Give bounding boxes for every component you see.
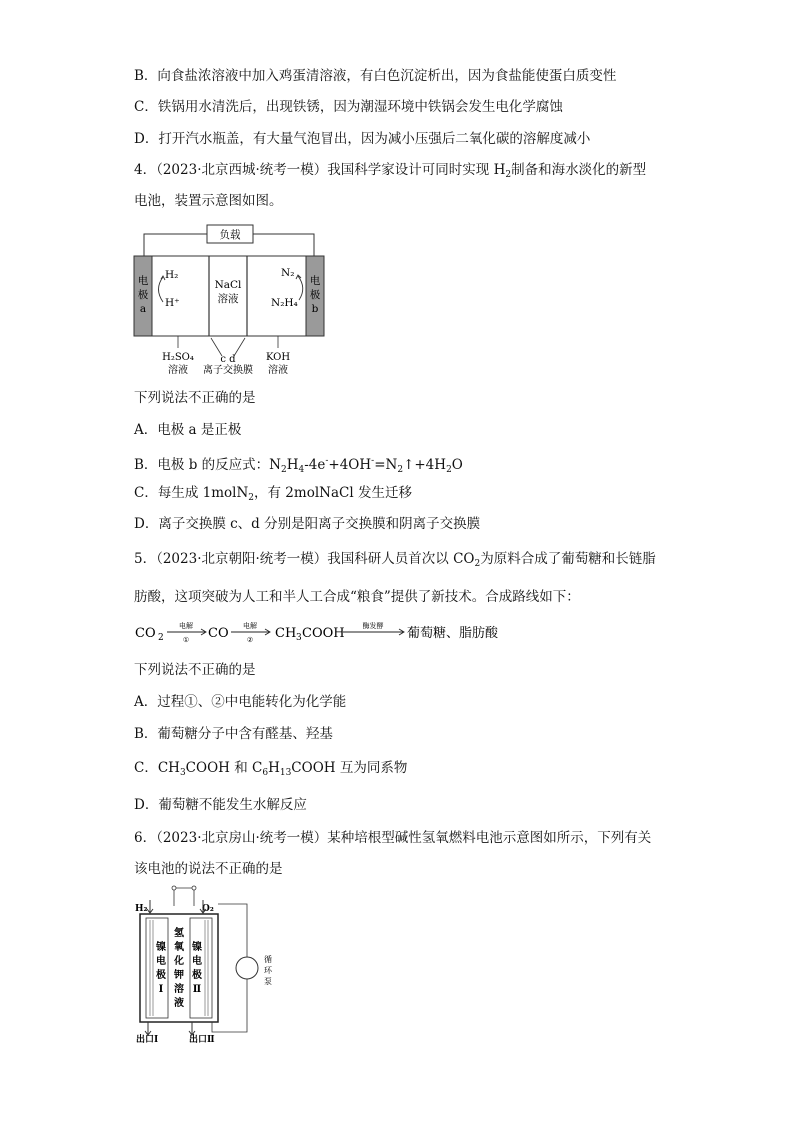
left-electrode-label: Ⅰ — [158, 984, 164, 995]
q5-stem-text: 5．（2023·北京朝阳·统考一模）我国科研人员首次以 CO — [134, 551, 475, 567]
right-electrode-label: 极 — [192, 970, 202, 981]
left-electrode-label: 极 — [156, 970, 166, 981]
electrolyte-label: 液 — [174, 998, 184, 1009]
h2so4-label: 溶液 — [168, 365, 188, 376]
q4-stem-line2: 电池，装置示意图如图。 — [134, 193, 283, 209]
n2-label: N₂ — [281, 267, 295, 279]
left-electrode-label: 电 — [156, 956, 166, 967]
route-ch3cooh: CH — [275, 626, 297, 641]
electrolyte-label: 化 — [174, 956, 184, 967]
q5-c-text: COOH 和 C — [185, 760, 263, 776]
sub: 2 — [446, 465, 452, 475]
load-label: 负载 — [219, 229, 241, 241]
electrolyte-label: 氢 — [174, 928, 184, 939]
koh-label: KOH — [265, 352, 291, 363]
sup: - — [325, 456, 329, 466]
q5-option-d: D．葡萄糖不能发生水解反应 — [134, 797, 307, 813]
sub: 13 — [279, 768, 292, 778]
q4-b-text: -4e — [304, 457, 326, 473]
q4-option-b — [134, 452, 463, 479]
q4-option-d: D．离子交换膜 c、d 分别是阳离子交换膜和阴离子交换膜 — [134, 516, 481, 532]
route-co2: CO — [135, 626, 156, 641]
h2so4-label: H₂SO₄ — [162, 352, 194, 363]
q5-option-a: A．过程①、②中电能转化为化学能 — [134, 694, 347, 710]
arrow3-label: 酶发酵 — [362, 622, 384, 630]
sub: 6 — [262, 768, 269, 778]
o2-inlet-label: O₂ — [202, 904, 214, 914]
q4-option-a: A．电极 a 是正极 — [134, 422, 242, 438]
sub: 2 — [280, 465, 287, 475]
q5-option-c — [134, 759, 407, 782]
q5-c-text: H — [268, 760, 280, 776]
route-products: 葡萄糖、脂肪酸 — [407, 626, 499, 641]
electrode-a-label: 极 — [137, 289, 149, 301]
right-electrode-label: 镍 — [192, 942, 202, 953]
q4-prompt: 下列说法不正确的是 — [134, 390, 256, 406]
outlet2-label: 出口Ⅱ — [189, 1035, 215, 1044]
q6-stem-line2: 该电池的说法不正确的是 — [134, 861, 283, 877]
q5-stem-line2: 肪酸，这项突破为人工和半人工合成“粮食”提供了新技术。合成路线如下： — [134, 589, 580, 605]
electrolyte-label: 氧 — [174, 942, 184, 953]
pump-label-3: 泵 — [264, 977, 272, 986]
q4-stem-sub: 2 — [505, 170, 512, 180]
n2h4-label: N₂H₄ — [271, 297, 298, 309]
electrode-b-label: 极 — [309, 289, 321, 301]
electrolyte-label: 钾 — [174, 970, 184, 981]
route-co: CO — [208, 626, 229, 641]
arrow2-label: 电解 — [243, 622, 257, 630]
nacl-label: NaCl — [214, 279, 242, 291]
outlet1-label: 出口Ⅰ — [136, 1035, 159, 1044]
q3-option-b: B．向食盐浓溶液中加入鸡蛋清溶液，有白色沉淀析出，因为食盐能使蛋白质变性 — [134, 68, 617, 84]
membrane-label: 离子交换膜 — [203, 365, 253, 376]
sub: 2 — [248, 493, 255, 503]
q5-c-text: C．CH — [134, 760, 180, 776]
sup: - — [371, 456, 375, 466]
q4-c-text: C．每生成 1molN — [134, 485, 249, 501]
sub: 2 — [158, 633, 164, 643]
left-electrode-label: 镍 — [156, 942, 166, 953]
q4-option-c — [134, 484, 412, 507]
q6-fuel-cell-diagram — [134, 884, 284, 1044]
h2-inlet-label: H₂ — [135, 904, 148, 914]
route-ch3cooh: COOH — [302, 626, 345, 641]
electrode-b-label: b — [311, 303, 319, 315]
q4-b-text: ↑+4H — [403, 457, 447, 473]
q5-c-text: COOH 互为同系物 — [291, 760, 408, 776]
q5-synthesis-route — [133, 618, 533, 646]
q5-prompt: 下列说法不正确的是 — [134, 662, 256, 678]
electrode-b-label: 电 — [309, 275, 321, 287]
hplus-label: H⁺ — [165, 297, 180, 309]
sub: 2 — [474, 559, 481, 569]
q4-b-text: B．电极 b 的反应式：N — [134, 457, 281, 473]
sub: 4 — [298, 465, 305, 475]
electrolyte-label: 溶 — [174, 984, 184, 995]
electrode-a-label: a — [139, 303, 147, 315]
q4-b-text: =N — [374, 457, 398, 473]
nacl-label: 溶液 — [217, 293, 239, 305]
q6-stem-line1: 6．（2023·北京房山·统考一模）某种培根型碱性氢氧燃料电池示意图如所示，下列有关 — [134, 830, 652, 846]
q3-option-d: D．打开汽水瓶盖，有大量气泡冒出，因为减小压强后二氧化碳的溶解度减小 — [134, 131, 591, 147]
arrow1-label: 电解 — [179, 622, 193, 630]
q4-stem-text: 4．（2023·北京西城·统考一模）我国科学家设计可同时实现 H — [134, 162, 506, 178]
q5-option-b: B．葡萄糖分子中含有醛基、羟基 — [134, 726, 333, 742]
q5-stem-line1 — [134, 550, 656, 573]
q4-b-text: H — [286, 457, 299, 473]
right-electrode-label: Ⅱ — [192, 984, 202, 995]
arrow2-step: ② — [246, 636, 254, 644]
q4-stem-text-b: 制备和海水淡化的新型 — [511, 162, 647, 178]
sub: 3 — [296, 633, 302, 643]
q4-battery-diagram — [133, 222, 329, 380]
koh-label: 溶液 — [268, 365, 288, 376]
q4-c-text: ，有 2molNaCl 发生迁移 — [254, 485, 412, 501]
electrode-a-label: 电 — [137, 275, 149, 287]
q3-option-c: C．铁锅用水清洗后，出现铁锈，因为潮湿环境中铁锅会发生电化学腐蚀 — [134, 99, 563, 115]
q5-stem-text-b: 为原料合成了葡萄糖和长链脂 — [480, 551, 656, 567]
sub: 2 — [397, 465, 404, 475]
pump-label-1: 循 — [264, 955, 272, 964]
membrane-cd-label: c d — [220, 354, 236, 365]
q4-b-text: +4OH — [328, 457, 372, 473]
pump-label-2: 环 — [264, 966, 272, 975]
q4-b-text: O — [451, 457, 463, 473]
h2-label: H₂ — [165, 269, 179, 281]
q4-stem-line1 — [134, 161, 646, 184]
arrow1-step: ① — [182, 636, 190, 644]
sub: 3 — [179, 768, 186, 778]
right-electrode-label: 电 — [192, 956, 202, 967]
